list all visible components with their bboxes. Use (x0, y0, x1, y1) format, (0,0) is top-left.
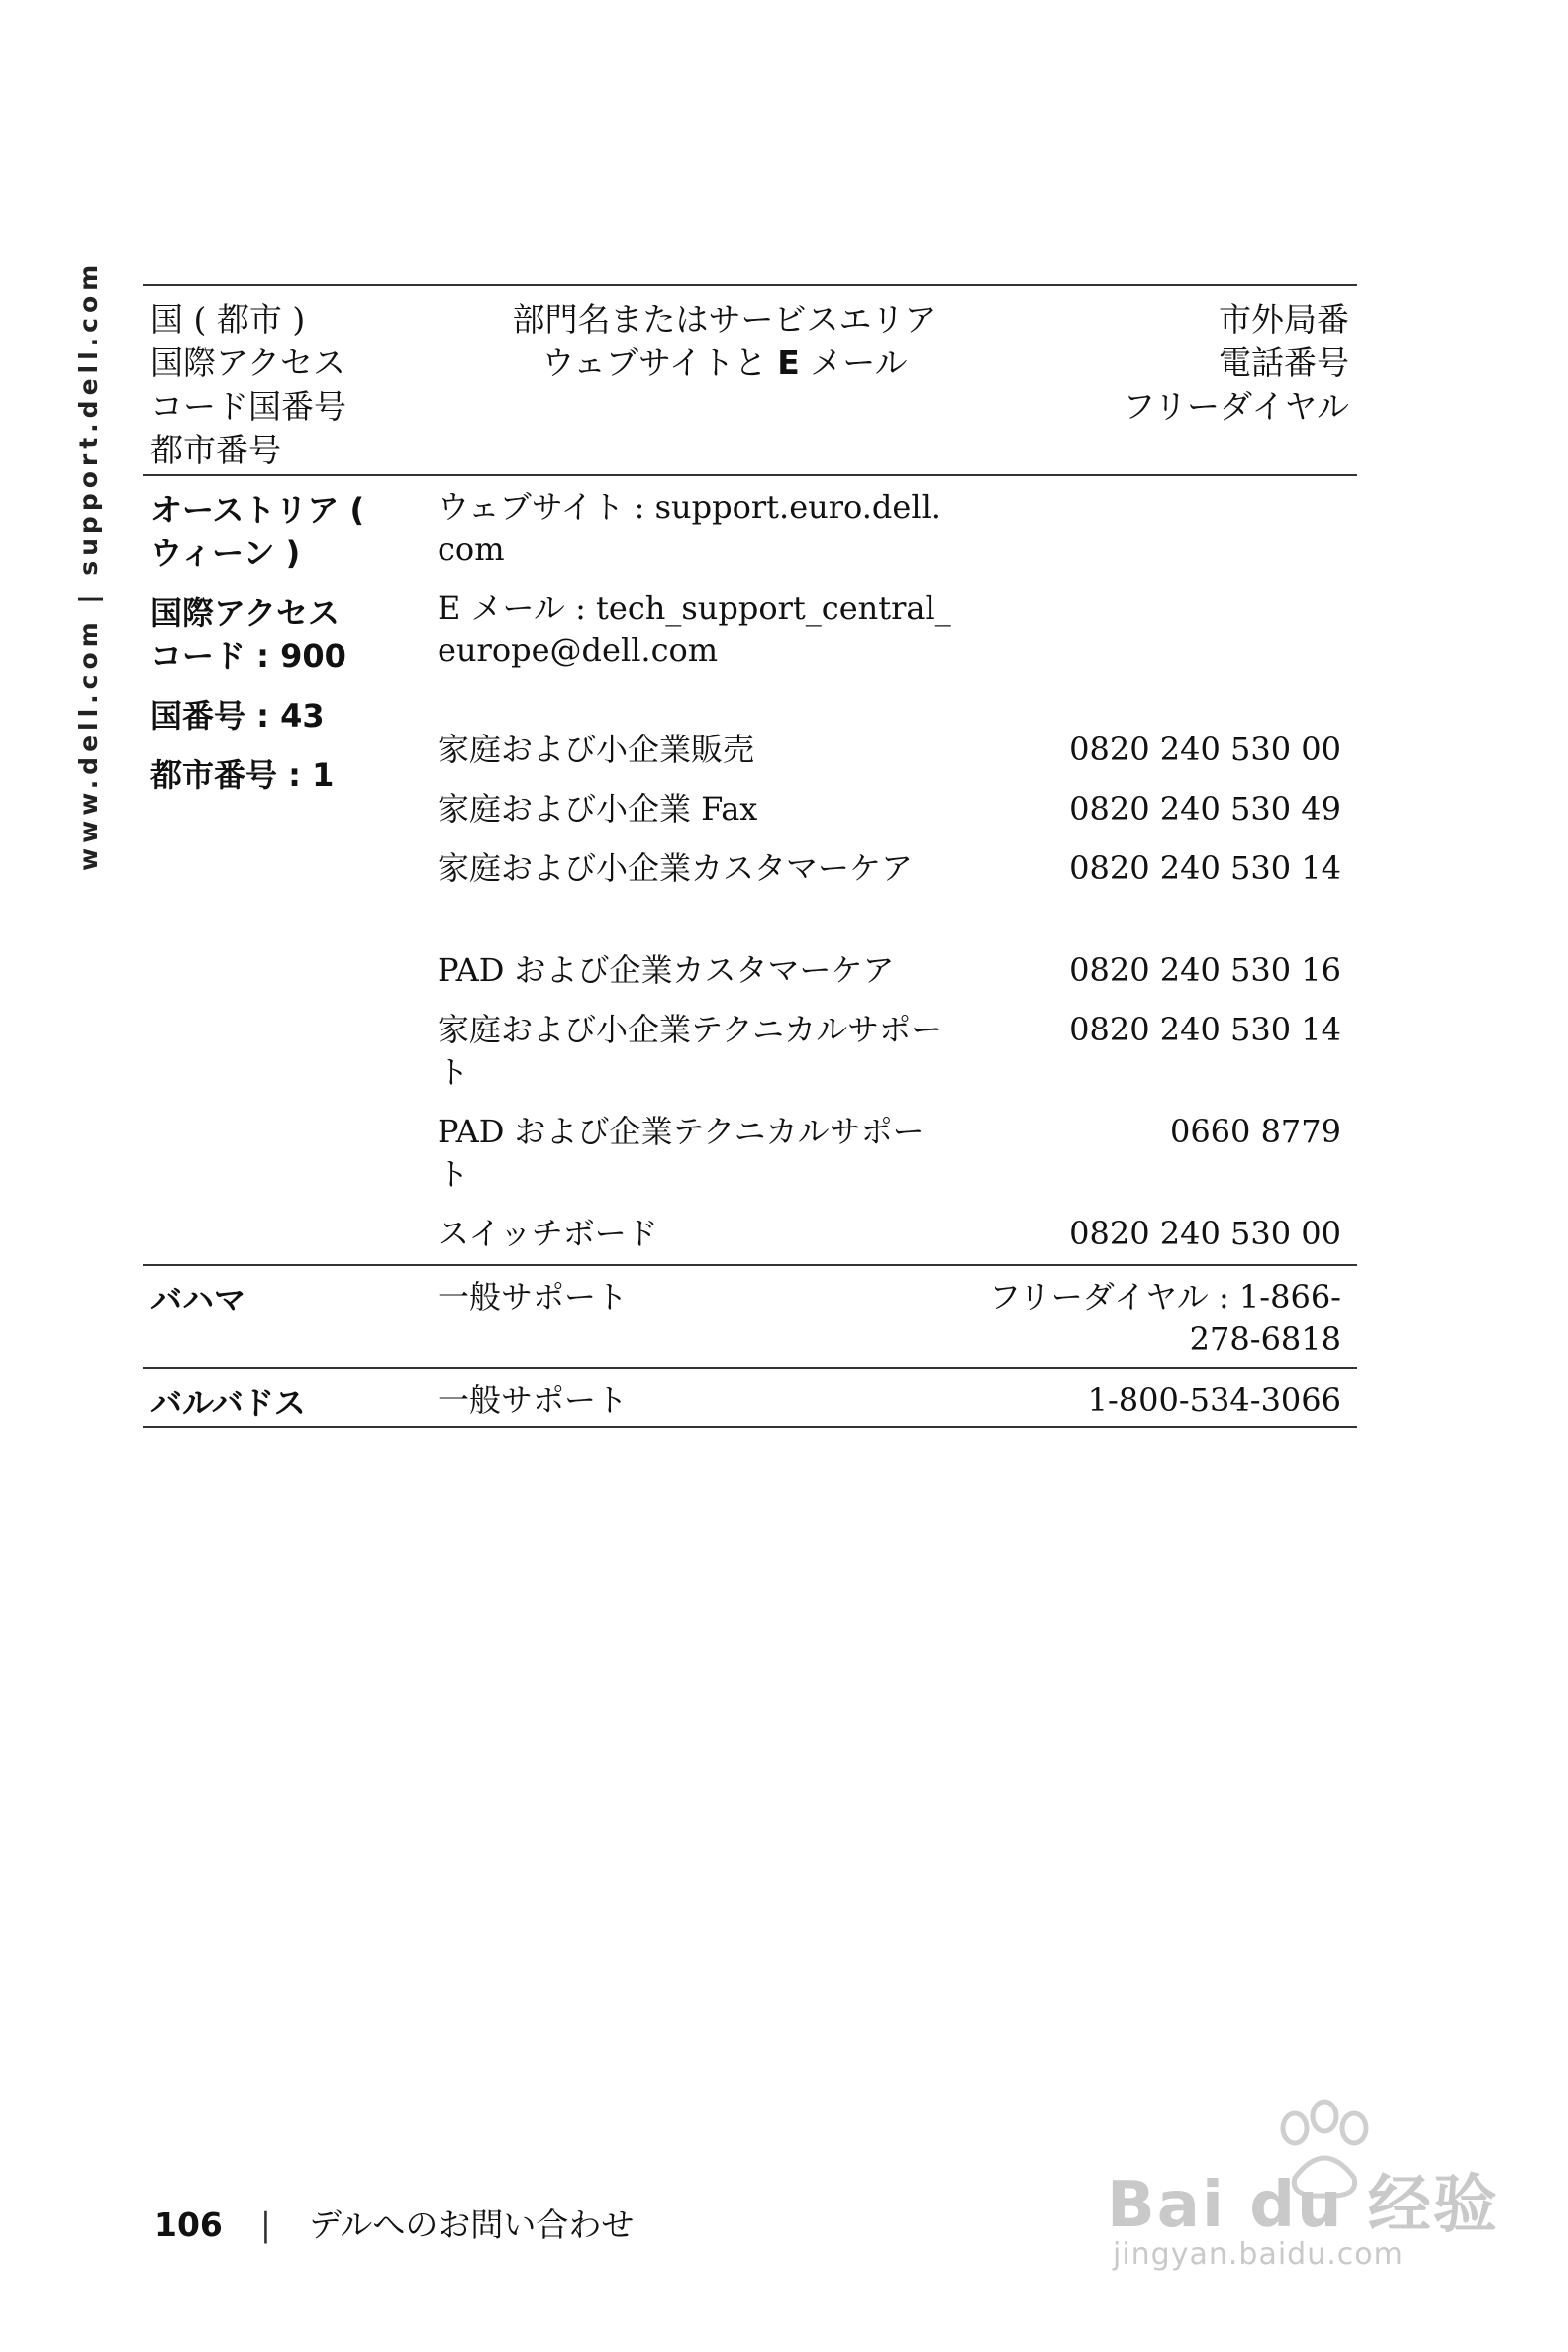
sidebar-url: www.dell.com | support.dell.com (74, 259, 103, 871)
service-name: ウェブサイト : support.euro.dell.com (438, 488, 941, 568)
country-detail: 国番号 : 43 (150, 697, 325, 735)
header-service-post: メール (799, 343, 908, 382)
table-row (438, 476, 1357, 577)
footer-title: デルへのお問い合わせ (309, 2205, 635, 2244)
phone-number-line: 278-6818 (1189, 1321, 1341, 1358)
phone-number (952, 587, 1357, 719)
baidu-watermark (1107, 2099, 1499, 2287)
watermark-brand: Bai du 经验 (1107, 2169, 1499, 2242)
country-cell (143, 1369, 438, 1426)
header-number-line: 電話番号 (1219, 343, 1349, 382)
phone-number: 0820 240 530 00 (1069, 731, 1341, 768)
service-name: 家庭および小企業カスタマーケア (438, 849, 914, 887)
phone-number: 1-800-534-3066 (1087, 1381, 1341, 1419)
country-block-austria (143, 476, 1357, 1266)
table-row (438, 1266, 1357, 1361)
country-name: バハマ (150, 1281, 246, 1319)
service-name: PAD および企業カスタマーケア (438, 951, 895, 989)
header-service-pre: ウェブサイトと (541, 343, 778, 382)
header-country (143, 286, 438, 474)
table-header (143, 284, 1357, 476)
table-row (438, 719, 1357, 778)
phone-number: 0660 8779 (1169, 1113, 1341, 1150)
table-row (438, 939, 1357, 999)
header-country-line: 都市番号 (150, 431, 281, 469)
service-name: 家庭および小企業 Fax (438, 790, 758, 828)
service-name: 一般サポート (438, 1278, 629, 1316)
country-name: バルバドス (150, 1384, 306, 1421)
service-name: 一般サポート (438, 1381, 629, 1419)
country-name: ウィーン ) (150, 535, 301, 572)
header-service-bold: E (777, 343, 800, 382)
country-detail: 都市番号 : 1 (150, 756, 335, 794)
table-row (438, 999, 1357, 1101)
service-name: E メール : tech_support_central_europe@dell.com (438, 589, 951, 669)
phone-number: 0820 240 530 49 (1069, 790, 1341, 828)
header-service-line: 部門名またはサービスエリア (512, 300, 937, 339)
service-name: PAD および企業テクニカルサポート (438, 1113, 925, 1193)
service-name: 家庭および小企業販売 (438, 731, 755, 768)
country-block-barbados (143, 1369, 1357, 1428)
country-detail: 国際アクセス (150, 594, 341, 632)
contact-table (143, 284, 1357, 1428)
table-row (438, 1203, 1357, 1262)
table-row (438, 1101, 1357, 1203)
country-block-bahamas (143, 1266, 1357, 1369)
header-country-line: 国際アクセス (150, 343, 346, 382)
page-footer (154, 2200, 634, 2246)
phone-number (952, 486, 1357, 577)
table-row (438, 1369, 1357, 1421)
country-cell (143, 1266, 438, 1367)
phone-number: 0820 240 530 00 (1069, 1215, 1341, 1252)
header-service (438, 286, 1012, 474)
header-country-line: コード国番号 (150, 387, 346, 426)
country-cell (143, 476, 438, 1264)
header-service-line (438, 342, 1012, 385)
footer-separator: | (259, 2205, 272, 2244)
header-country-line: 国 ( 都市 ) (150, 300, 306, 339)
header-number-line: 市外局番 (1219, 300, 1349, 339)
service-name: スイッチボード (438, 1215, 658, 1252)
phone-number: 0820 240 530 16 (1069, 951, 1341, 989)
service-rows (438, 1266, 1357, 1367)
table-row (438, 577, 1357, 719)
phone-number: 0820 240 530 14 (1069, 849, 1341, 887)
table-row (438, 778, 1357, 837)
service-rows (438, 476, 1357, 1264)
watermark-site: jingyan.baidu.com (1113, 2237, 1404, 2272)
phone-number: 0820 240 530 14 (1069, 1011, 1341, 1048)
country-name: オーストリア ( (150, 491, 365, 529)
phone-number-line: フリーダイヤル : 1-866- (989, 1278, 1341, 1316)
page-number: 106 (154, 2205, 223, 2244)
service-name: 家庭および小企業テクニカルサポート (438, 1011, 943, 1091)
header-number-line: フリーダイヤル (1123, 387, 1349, 426)
header-number (1012, 286, 1357, 474)
country-detail: コード : 900 (150, 637, 346, 675)
table-row (438, 837, 1357, 939)
phone-number (952, 1276, 1357, 1361)
service-rows (438, 1369, 1357, 1426)
